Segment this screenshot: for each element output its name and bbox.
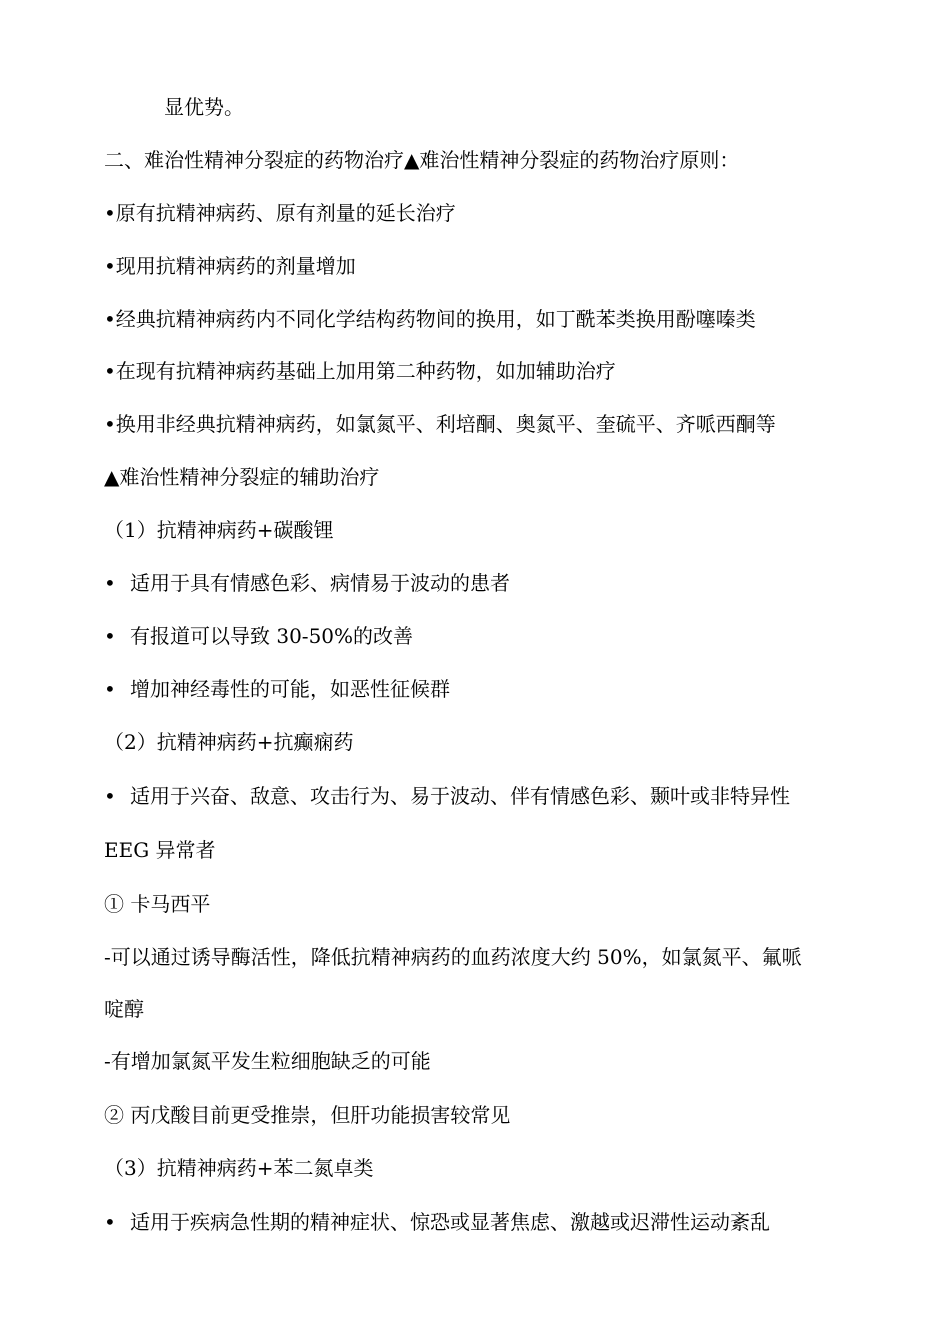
therapy-heading: （2）抗精神病药+抗癫痫药 bbox=[104, 730, 354, 754]
text-line: 显优势。 bbox=[164, 95, 244, 119]
drug-heading: ② 丙戊酸目前更受推崇，但肝功能损害较常见 bbox=[104, 1103, 511, 1127]
therapy-heading: （1）抗精神病药+碳酸锂 bbox=[104, 518, 334, 542]
principle-item: •换用非经典抗精神病药，如氯氮平、利培酮、奥氮平、奎硫平、齐哌西酮等 bbox=[104, 412, 776, 436]
bullet-text: 适用于疾病急性期的精神症状、惊恐或显著焦虑、激越或迟滞性运动紊乱 bbox=[130, 1210, 770, 1234]
section-heading: 二、难治性精神分裂症的药物治疗▲难治性精神分裂症的药物治疗原则： bbox=[104, 148, 740, 172]
therapy-heading: （3）抗精神病药+苯二氮卓类 bbox=[104, 1156, 374, 1180]
bullet-dot: • bbox=[104, 1210, 116, 1234]
bullet-dot: • bbox=[104, 677, 116, 701]
bullet-text: 增加神经毒性的可能，如恶性征候群 bbox=[130, 677, 450, 701]
bullet-text: 有报道可以导致 30-50%的改善 bbox=[130, 624, 414, 648]
principle-item: •原有抗精神病药、原有剂量的延长治疗 bbox=[104, 201, 456, 225]
bullet-dot: • bbox=[104, 571, 116, 595]
bullet-text: 适用于具有情感色彩、病情易于波动的患者 bbox=[130, 571, 510, 595]
bullet-dot: • bbox=[104, 784, 116, 808]
bullet-text: 适用于兴奋、敌意、攻击行为、易于波动、伴有情感色彩、颞叶或非特异性 bbox=[130, 784, 790, 808]
principle-item: •经典抗精神病药内不同化学结构药物间的换用，如丁酰苯类换用酚噻嗪类 bbox=[104, 307, 756, 331]
principle-item: •在现有抗精神病药基础上加用第二种药物，如加辅助治疗 bbox=[104, 359, 616, 383]
text-line: -有增加氯氮平发生粒细胞缺乏的可能 bbox=[104, 1049, 431, 1073]
drug-heading: ① 卡马西平 bbox=[104, 892, 211, 916]
principle-item: •现用抗精神病药的剂量增加 bbox=[104, 254, 356, 278]
bullet-dot: • bbox=[104, 624, 116, 648]
subsection-heading: ▲难治性精神分裂症的辅助治疗 bbox=[104, 465, 380, 489]
text-line: -可以通过诱导酶活性，降低抗精神病药的血药浓度大约 50%，如氯氮平、氟哌 bbox=[104, 945, 802, 969]
text-line: 啶醇 bbox=[104, 997, 144, 1021]
text-line: EEG 异常者 bbox=[104, 838, 216, 862]
